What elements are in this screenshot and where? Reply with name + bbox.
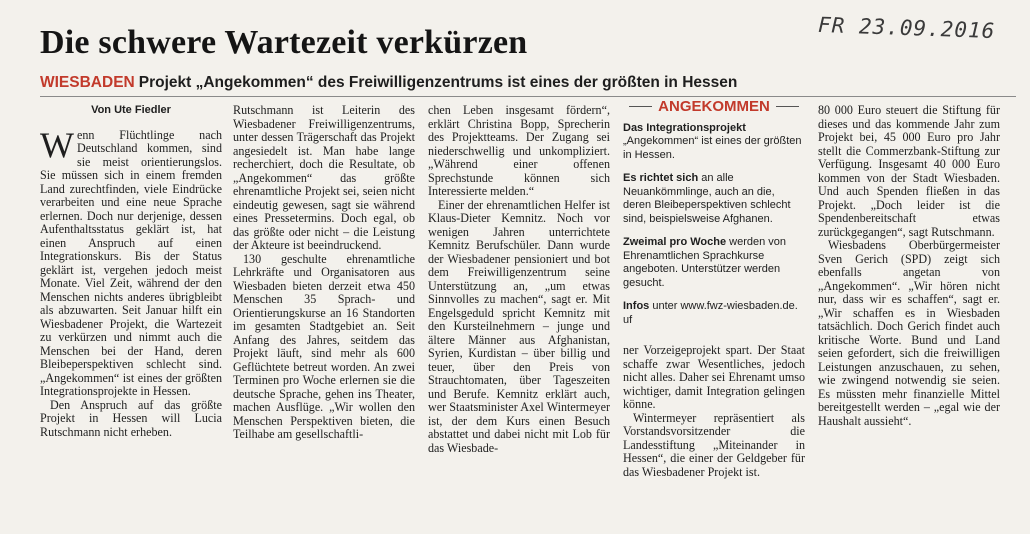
info-item-lead: Das Integrationsprojekt — [623, 121, 746, 134]
location-label: WIESBADEN — [40, 74, 135, 91]
header-divider — [40, 96, 1016, 97]
subheadline-text: Projekt „Angekommen“ des Freiwilligenzentrums ist eines der größten in Hessen — [138, 74, 738, 91]
paragraph: Den Anspruch auf das größte Projekt in Hessen will Lucia Rutschmann nicht erheben. — [40, 397, 222, 439]
info-box — [623, 100, 805, 337]
info-item-text: werden von Ehrenamtlichen Sprachkurse angeboten. Unterstützer werden gesucht. — [623, 236, 787, 289]
paragraph: Rutschmann ist Leiterin des Wiesbadener Freiwilligenzentrums, unter dessen Trägerschaft das Projekt angesiedelt ist. Man habe lange recherchiert, doch die Resultate, ob „Angekommen“ das größte ehrenamtliche Projekt sei, seien nicht eindeutig gewesen, sagt sie während eines Pressetermins. Doch egal, ob das größte oder nicht – die Leistung der Akteure ist beeindruckend. — [233, 103, 415, 252]
paragraph: Wiesbadens Oberbürgermeister Sven Gerich (SPD) zeigt sich ebenfalls angetan von „Angekommen“. „Wir hören nicht nur, dass wir es schaffen“, sagt er. „Wir schaffen es in Wiesbaden tatsächlich. Doch Gerich findet auch kritische Worte. Bund und Land seien gefordert, sich die freiwilligen Leistungen anzuschauen, zu sehen, wie zwingend notwendig sie seien. Es müssten mehr finanzielle Mittel bereitgestellt werden – „egal wie der Haushalt aussieht“. — [818, 238, 1000, 428]
article-column-5 — [818, 104, 1000, 428]
paragraph: 130 geschulte ehrenamtliche Lehrkräfte und Organisatoren aus Wiesbaden bieten derzeit etwa 450 Menschen 35 Sprach- und Orientierungskurse an 16 Standorten im gesamten Stadtgebiet an. Seit Anfang des Jahres, seitdem das Projekt läuft, sind mehr als 600 Geflüchtete betreut worden. An zwei Terminen pro Woche erlernen sie die deutsche Sprache, gehen ins Theater, machen Ausflüge. „Wir wollen den Menschen Perspektiven bieten, die Teilhabe am gesellschaftli- — [233, 251, 415, 441]
article-column-4 — [623, 344, 805, 479]
article-column-1 — [40, 104, 222, 439]
byline: Von Ute Fiedler — [91, 104, 171, 116]
handwritten-date-note: FR 23.09.2016 — [817, 12, 996, 44]
paragraph: ner Vorzeigeprojekt spart. Der Staat schaffe zwar Wesentliches, jedoch nicht alles. Daher sei Ehrenamt umso wichtiger, damit Integration gelingen könne. — [623, 343, 805, 411]
info-item — [623, 236, 805, 290]
article-column-2 — [233, 104, 415, 442]
paragraph: chen Leben insgesamt fördern“, erklärt Christina Bopp, Sprecherin des Projektteams. Der Zugang sei niederschwellig und unkompliziert. „Während einer offenen Sprechstunde können sich Interessierte melden.“ — [428, 103, 610, 198]
info-item — [623, 300, 805, 327]
subheadline — [40, 74, 737, 92]
info-box-title: ANGEKOMMEN — [623, 100, 805, 114]
paragraph — [40, 124, 222, 399]
headline: Die schwere Wartezeit verkürzen — [40, 24, 528, 61]
info-item-text: unter www.fwz-wiesbaden.de. uf — [623, 300, 798, 326]
info-item — [623, 122, 805, 163]
drop-cap: W — [40, 124, 74, 165]
info-item-text: „Angekommen“ ist eines der größten in Hessen. — [623, 135, 802, 161]
info-item-lead: Es richtet sich — [623, 172, 699, 184]
article-column-3 — [428, 104, 610, 455]
paragraph: Wintermeyer repräsentiert als Vorstandsvorsitzender die Landesstiftung „Miteinander in Hessen“, die einer der Geldgeber für das Wiesbadener Projekt ist. — [623, 410, 805, 479]
info-item — [623, 172, 805, 226]
paragraph: Einer der ehrenamtlichen Helfer ist Klaus-Dieter Kemnitz. Noch vor wenigen Jahren unterrichtete Kemnitz Berufschüler. Dann wurde der Wiesbadener pensioniert und bot dem Freiwilligenzentrum seine Unterstützung an, „um etwas Sinnvolles zu machen“, sagt er. Mit Engelsgeduld spricht Kemnitz mit den Kursteilnehmern – junge und ältere Männer aus Afghanistan, Syrien, Kurdistan – über billig und teuer, über den Preis von Strauchtomaten, über Tageszeiten und Berufe. Kemnitz erklärt auch, wer Staatsminister Axel Wintermeyer ist, der dem Kurs einen Besuch abstattet und dabei nicht mit Lob für das Wiesbade- — [428, 197, 610, 455]
paragraph-text: enn Flüchtlinge nach Deutschland kommen, sind sie meist orientierungslos. Sie müssen sich in einem fremden Land zurechtfinden, viele Eindrücke verarbeiten und eine neue Sprache erlernen. Doch nur derjenige, dessen Aufenthaltsstatus geklärt ist, hat einen Anspruch auf einen Integrationskurs. Bis der Status geklärt ist, vergehen jedoch meist Monate. Viel Zeit, während der den Menschen nichts anderes übrigbleibt als abzuwarten. Seit Januar hilft ein Wiesbadener Projekt, die Wartezeit zu verkürzen und nimmt auch die Menschen bei der Hand, deren Bleibeperspektiven schlecht sind. „Angekommen“ ist eines der größten Integrationsprojekte in Hessen. — [40, 127, 222, 398]
info-item-lead: Infos — [623, 300, 650, 312]
info-item-text: an alle Neuankömmlinge, auch an die, deren Bleibeperspektiven schlecht sind, beispielsweise Afghanen. — [623, 172, 791, 225]
info-item-lead: Zweimal pro Woche — [623, 236, 727, 248]
paragraph: 80 000 Euro steuert die Stiftung für dieses und das kommende Jahr zum Projekt bei, 45 000 Euro pro Jahr stellt die Commerzbank-Stiftung zur Verfügung. Insgesamt 40 000 Euro kommen von der Stadt Wiesbaden. Und auch Spenden fließen in das Projekt. „Doch leider ist die Spendenbereitschaft etwas zurückgegangen“, sagt Rutschmann. — [818, 103, 1000, 239]
